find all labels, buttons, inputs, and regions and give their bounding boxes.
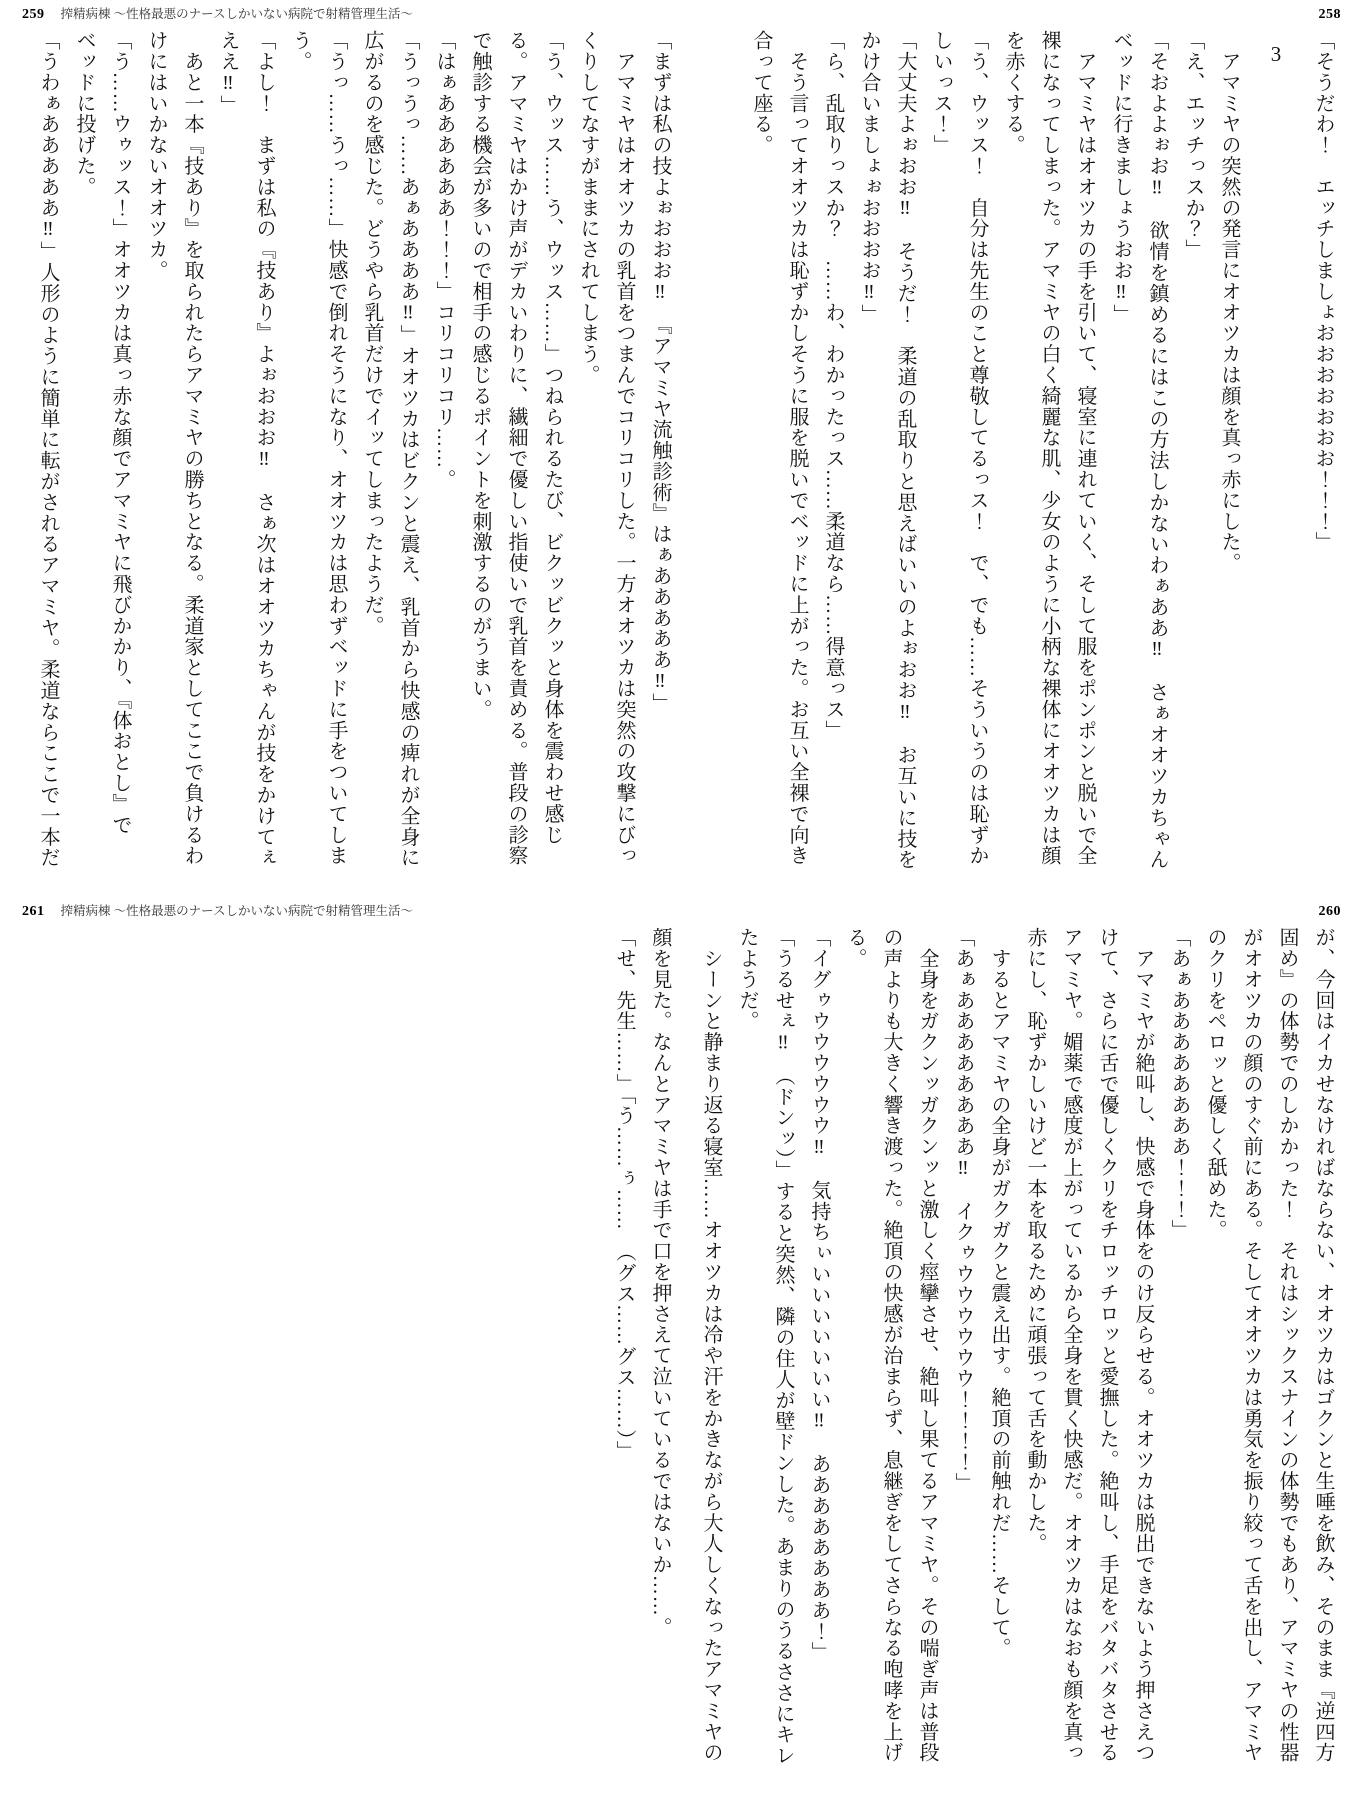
spread-header	[22, 4, 1341, 28]
paragraph: あと一本『技あり』を取られたらアマミヤの勝ちとなる。柔道家としてここで負けるわけにはいかないオオツカ。	[145, 30, 203, 866]
paragraph: 「そおよよぉお‼ 欲情を鎮めるにはこの方法しかないわぁああ‼ さぁオオツカちゃんベッドに行きましょうおお‼」	[1110, 30, 1168, 870]
paragraph: アマミヤが絶叫し、快感で身体をのけ反らせる。オオツカは脱出できないよう押さえつけて、さらに舌で優しくクリをチロッチロッと愛撫した。絶叫し、手足をバタバタさせるアマミヤ。媚薬で感度が上がっているから全身を貫く快感だ。オオツカはなおも顔を真っ赤にし、恥ずかしいけど一本を取るために頑張って舌を動かした。	[1024, 927, 1154, 1763]
paragraph: 「あぁああああああああ！！！」	[1168, 927, 1190, 1241]
paragraph: 「う、ウッス！ 自分は先生のこと尊敬してるっス！ で、でも……そういうのは恥ずかしいっス！」	[930, 30, 988, 866]
spread-header	[22, 901, 1341, 925]
paragraph: 顔を見た。なんとアマミヤは手で口を押さえて泣いているではないか……。	[649, 927, 671, 1638]
right-page-header	[1319, 5, 1342, 23]
left-page-header	[22, 4, 413, 23]
paragraph: アマミヤはオオツカの乳首をつまんでコリコリした。一方オオツカは突然の攻撃にびっくりしてなすがままにされてしまう。	[577, 30, 635, 866]
running-title: 搾精病棟 ～性格最悪のナースしかいない病院で射精管理生活～	[60, 7, 414, 21]
paragraph: 「うっ……うっ……」快感で倒れそうになり、オオツカは思わずベッドに手をついてしまう。	[289, 30, 347, 866]
paragraph: 「イグゥウウウウウウ‼ 気持ちぃいいいいいいい‼ ああああああああ！」	[808, 927, 830, 1663]
page-number: 259	[22, 7, 45, 22]
page-spread-top	[0, 4, 1363, 871]
left-page-header	[22, 901, 413, 920]
paragraph: 「そうだわ！ エッチしましょおおおおおおお！！！」	[1312, 30, 1334, 553]
paragraph: 「大丈夫よぉおお‼ そうだ！ 柔道の乱取りと思えばいいのよぉおお‼ お互いに技をかけ合いましょぉおおおお‼」	[858, 30, 916, 870]
page-number: 261	[22, 904, 45, 919]
paragraph: 全身をガクンッガクンッと激しく痙攣させ、絶叫し果てるアマミヤ。その喘ぎ声は普段の声よりも大きく響き渡った。絶頂の快感が治まらず、息継ぎをしてさらなる咆哮を上げる。	[844, 927, 938, 1763]
chapter-number: 3	[1264, 42, 1288, 67]
paragraph: 「う……ウゥッス！」オオツカは真っ赤な顔でアマミヤに飛びかかり、『体おとし』でベッドに投げた。	[73, 30, 131, 836]
right-page-header	[1319, 902, 1342, 920]
paragraph: 「せ、先生……」「う……ぅ…… （グス……グス……）」	[613, 927, 635, 1462]
paragraph: が、今回はイカせなければならない、オオツカはゴクンと生唾を飲み、そのまま『逆四方固め』の体勢でのしかかった！ それはシックスナインの体勢でもあり、アマミヤの性器がオオツカの顔のすぐ前にある。そしてオオツカは勇気を振り絞って舌を出し、アマミヤのクリをペロッと優しく舐めた。	[1204, 927, 1334, 1763]
page-body-258	[685, 30, 1341, 871]
page-pair	[22, 927, 1341, 1768]
page-spread-bottom	[0, 901, 1363, 1768]
paragraph: 「まずは私の技よぉおおお‼ 『アマミヤ流触診術』はぁあああああ‼」	[649, 30, 671, 714]
page-body-260	[685, 927, 1341, 1768]
paragraph: 「う、ウッス……う、ウッス……」つねられるたび、ビクッビクッと身体を震わせ感じる。アマミヤはかけ声がデカいわりに、繊細で優しい指使いで乳首を責める。普段の診察で触診する機会が多いので相手の感じるポイントを刺激するのがうまい。	[469, 30, 563, 866]
paragraph: 「よし！ まずは私の『技あり』よぉおおお‼ さぁ次はオオツカちゃんが技をかけてぇええ‼」	[217, 30, 275, 868]
paragraph: アマミヤの突然の発言にオオツカは顔を真っ赤にした。	[1218, 30, 1240, 574]
paragraph: 「はぁああああああ！！！」コリコリコリ……。	[433, 30, 455, 490]
page-pair	[22, 30, 1341, 871]
page-body-261	[22, 927, 678, 1768]
paragraph: 「ら、乱取りっスか？ ……わ、わかったっス……柔道なら……得意っス」	[822, 30, 844, 741]
page-number: 258	[1318, 7, 1341, 22]
page-body-259	[22, 30, 678, 871]
paragraph: 「うるせぇ‼ （ドンッ）」すると突然、隣の住人が壁ドンした。あまりのうるささにキレたようだ。	[736, 927, 794, 1766]
paragraph: そう言ってオオツカは恥ずかしそうに服を脱いでベッドに上がった。お互い全裸で向き合って座る。	[750, 30, 808, 866]
paragraph: アマミヤはオオツカの手を引いて、寝室に連れていく、そして服をポンポンと脱いで全裸になってしまった。アマミヤの白く綺麗な肌、少女のように小柄な裸体にオオツカは顔を赤くする。	[1002, 30, 1096, 866]
page-number: 260	[1318, 904, 1341, 919]
paragraph: するとアマミヤの全身がガクガクと震え出す。絶頂の前触れだ……そして。	[988, 927, 1010, 1659]
paragraph: 「うわぁあああああ‼」人形のように簡単に転がされるアマミヤ。柔道ならここで一本だ	[37, 30, 59, 868]
paragraph: 「え、エッチっスか？」	[1182, 30, 1204, 260]
paragraph: シーンと静まり返る寝室……オオツカは冷や汗をかきながら大人しくなったアマミヤの	[700, 927, 722, 1763]
paragraph: 「うっうっ……あぁああああ‼」オオツカはビクンと震え、乳首から快感の痺れが全身に広がるのを感じた。どうやら乳首だけでイッてしまったようだ。	[361, 30, 419, 868]
paragraph: 「あぁああああああああ‼ イクゥウウウウウウ！！！！」	[952, 927, 974, 1494]
running-title: 搾精病棟 ～性格最悪のナースしかいない病院で射精管理生活～	[60, 904, 414, 918]
